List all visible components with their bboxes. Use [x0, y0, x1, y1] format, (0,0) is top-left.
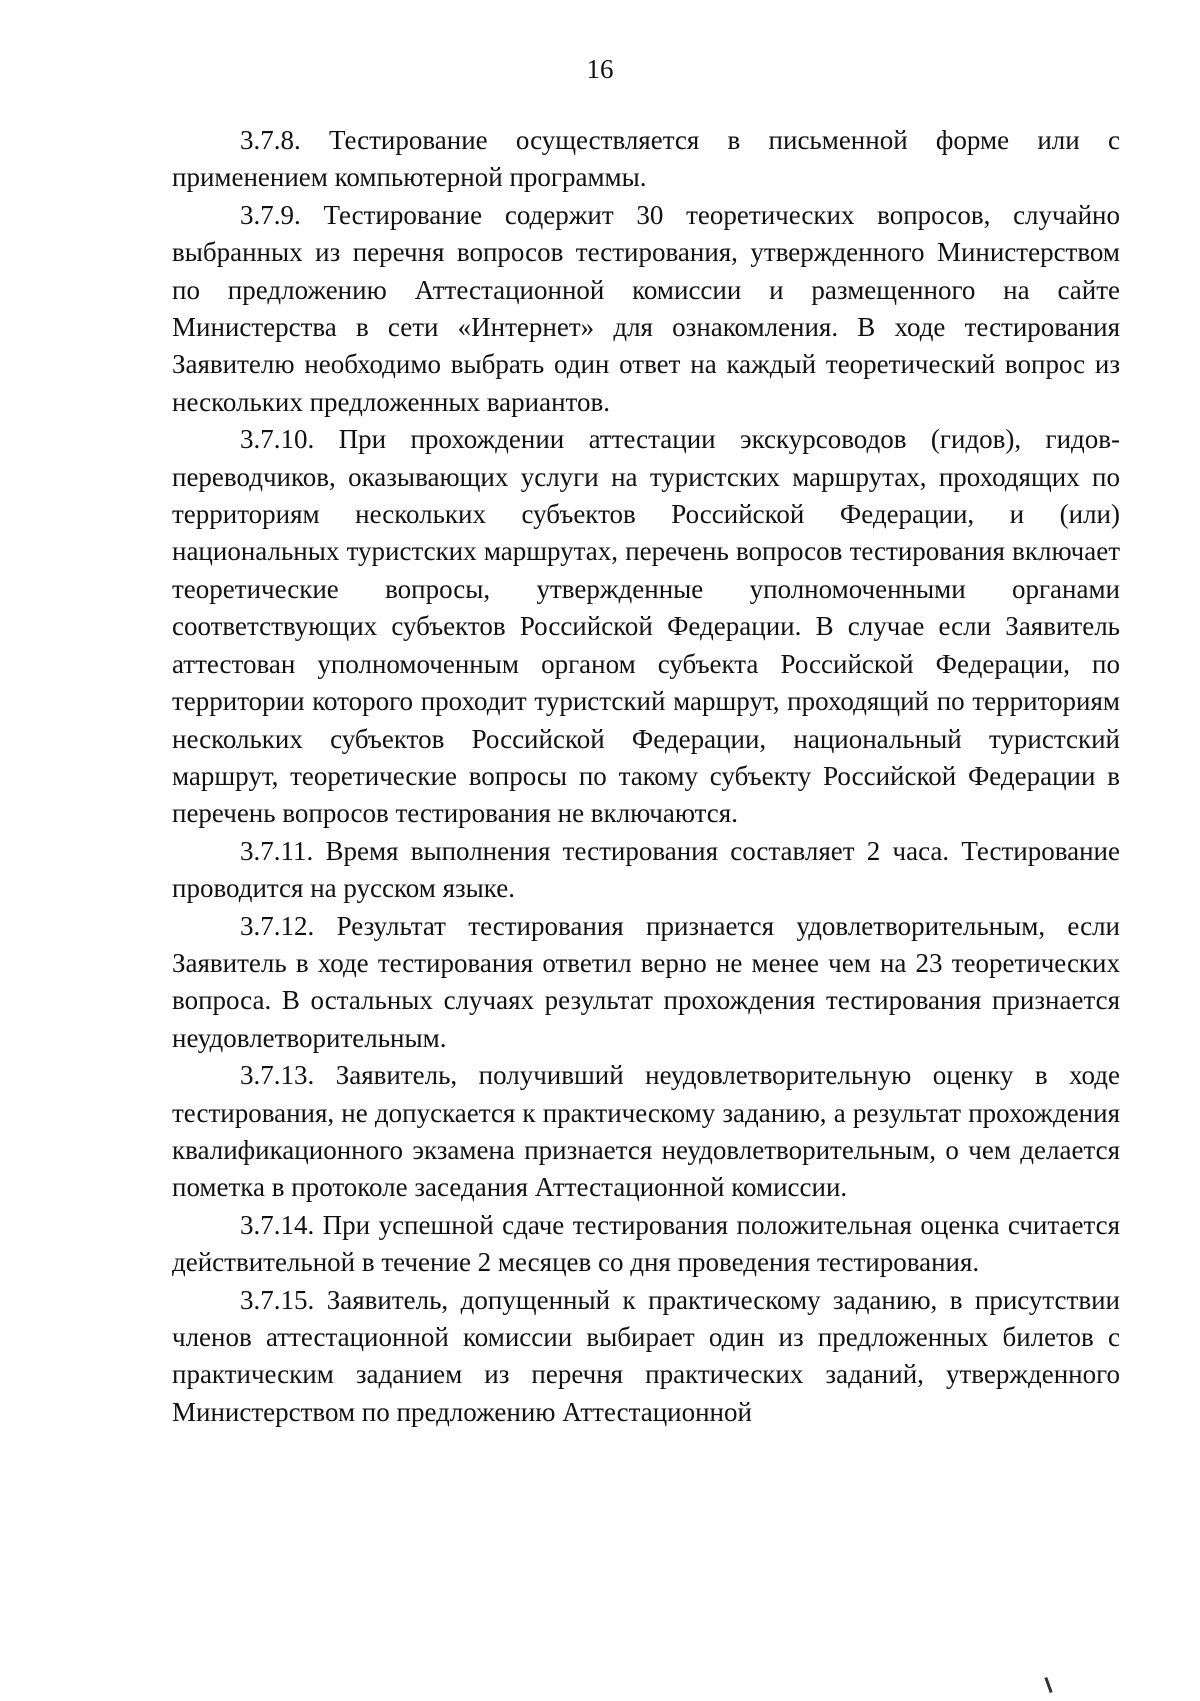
paragraph-3-7-8: 3.7.8. Тестирование осуществляется в письменной форме или с применением компьютерной программы.: [172, 125, 1120, 193]
scan-mark: [1044, 1677, 1052, 1693]
document-body: [172, 122, 1120, 1431]
paragraph-3-7-13: 3.7.13. Заявитель, получивший неудовлетворительную оценку в ходе тестирования, не допускается к практическому заданию, а результат прохождения квалификационного экзамена признается неудовлетворительным, о чем делается пометка в протоколе заседания Аттестационной комиссии.: [172, 1060, 1120, 1203]
paragraph-3-7-10: 3.7.10. При прохождении аттестации экскурсоводов (гидов), гидов-переводчиков, оказывающих услуги на туристских маршрутах, проходящих по территориям нескольких субъектов Российской Федерации, и (или) национальных туристских маршрутах, перечень вопросов тестирования включает теоретические вопросы, утвержденные уполномоченными органами соответствующих субъектов Российской Федерации. В случае если Заявитель аттестован уполномоченным органом субъекта Российской Федерации, по территории которого проходит туристский маршрут, проходящий по территориям нескольких субъектов Российской Федерации, национальный туристский маршрут, теоретические вопросы по такому субъекту Российской Федерации в перечень вопросов тестирования не включаются.: [172, 424, 1120, 829]
paragraph-3-7-14: 3.7.14. При успешной сдаче тестирования положительная оценка считается действительной в течение 2 месяцев со дня проведения тестирования.: [172, 1209, 1120, 1278]
paragraph-3-7-15: 3.7.15. Заявитель, допущенный к практическому заданию, в присутствии членов аттестационной комиссии выбирает один из предложенных билетов с практическим заданием из перечня практических заданий, утвержденного Министерством по предложению Аттестационной: [172, 1284, 1120, 1427]
paragraph-3-7-12: 3.7.12. Результат тестирования признается удовлетворительным, если Заявитель в ходе тестирования ответил верно не менее чем на 23 теоретических вопроса. В остальных случаях результат прохождения тестирования признается неудовлетворительным.: [172, 910, 1120, 1053]
page-number: 16: [586, 54, 614, 84]
paragraph-3-7-11: 3.7.11. Время выполнения тестирования составляет 2 часа. Тестирование проводится на русском языке.: [172, 835, 1120, 904]
paragraph-3-7-9: 3.7.9. Тестирование содержит 30 теоретических вопросов, случайно выбранных из перечня вопросов тестирования, утвержденного Министерством по предложению Аттестационной комиссии и размещенного на сайте Министерства в сети «Интернет» для ознакомления. В ходе тестирования Заявителю необходимо выбрать один ответ на каждый теоретический вопрос из нескольких предложенных вариантов.: [172, 199, 1120, 417]
